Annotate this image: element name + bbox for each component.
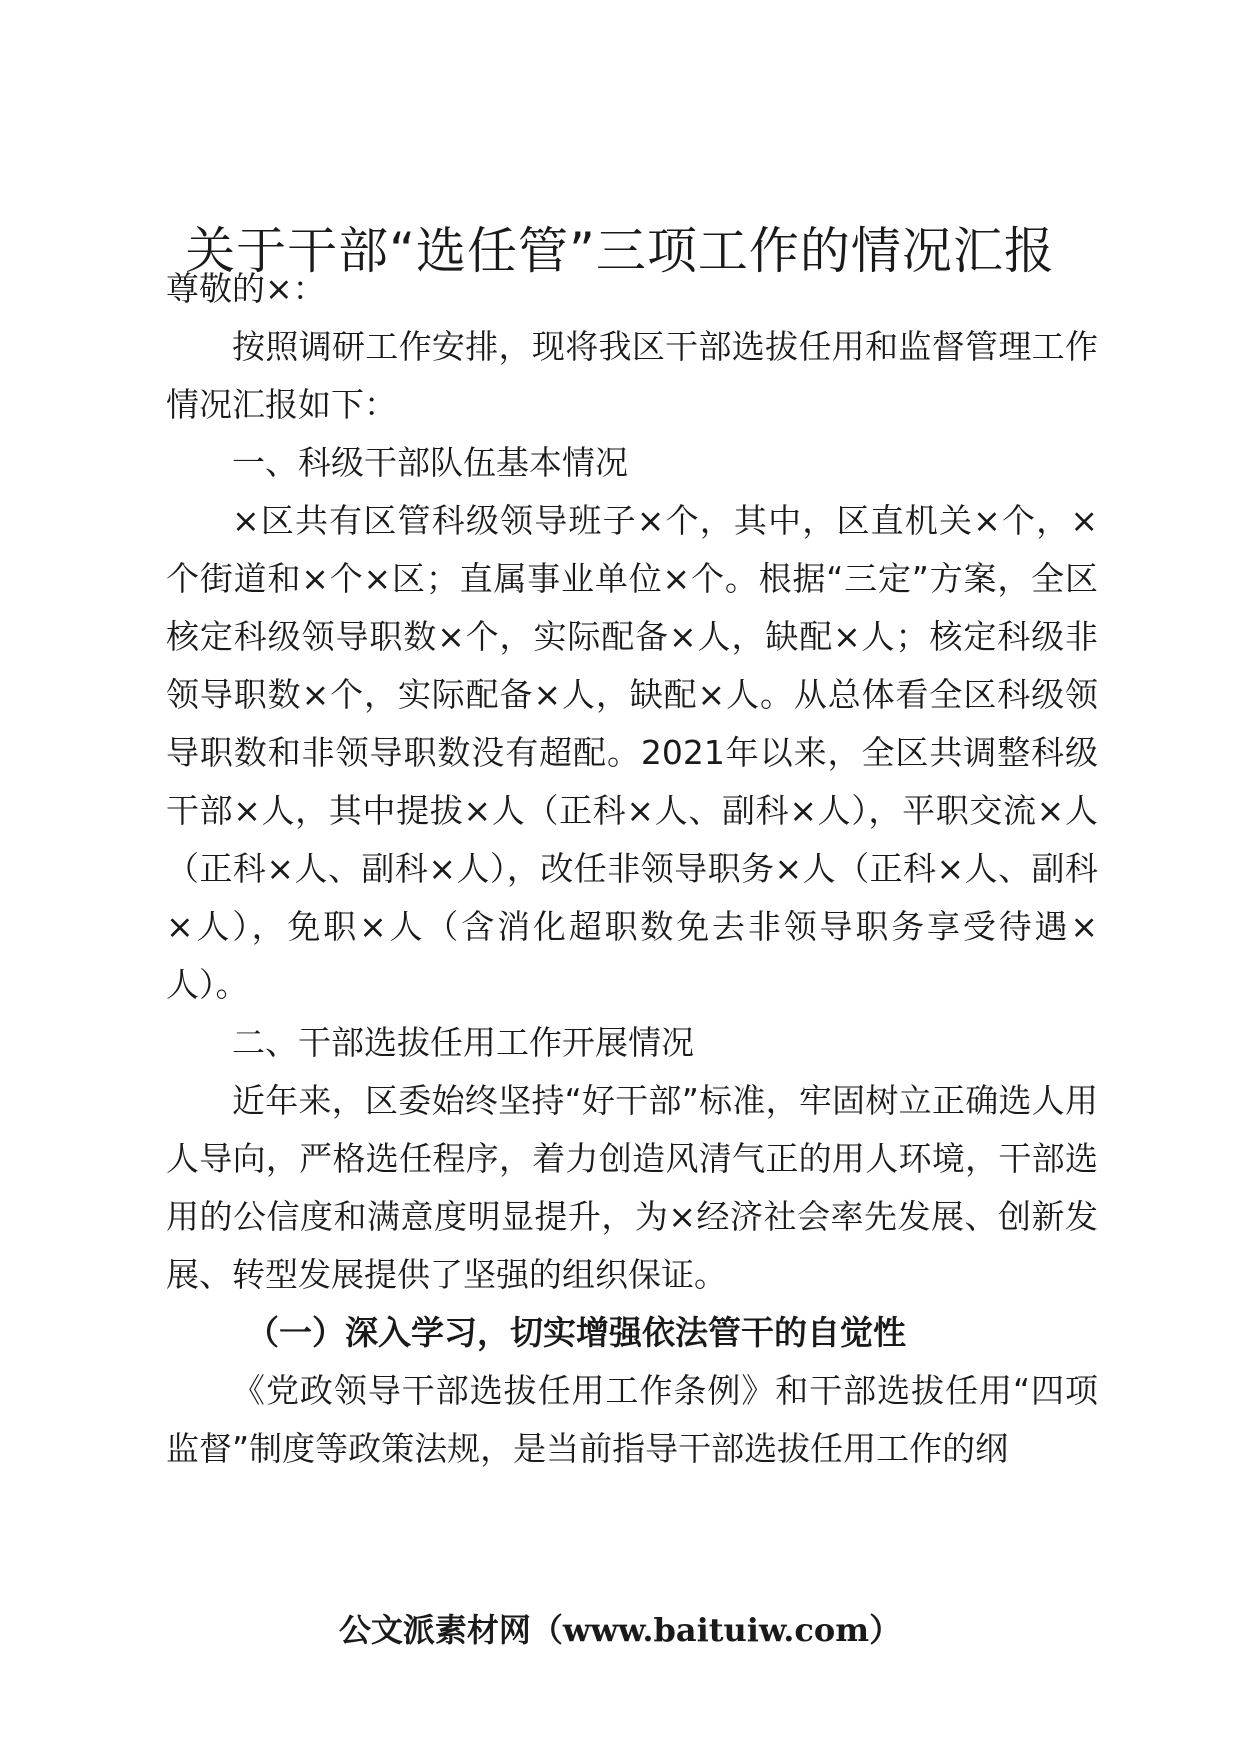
document-body: [166, 260, 1098, 1478]
section-heading-2: 二、干部选拔任用工作开展情况: [232, 1023, 694, 1062]
intro-paragraph: 按照调研工作安排，现将我区干部选拔任用和监督管理工作情况汇报如下：: [166, 327, 1098, 424]
section-heading-1: 一、科级干部队伍基本情况: [232, 443, 628, 482]
subsection-heading: （一）深入学习，切实增强依法管干的自觉性: [246, 1313, 906, 1352]
source-watermark: 公文派素材网（www.baituiw.com）: [338, 1611, 902, 1649]
subsection-paragraph: 《党政领导干部选拔任用工作条例》和干部选拔任用“四项监督”制度等政策法规，是当前指导干部选拔任用工作的纲: [166, 1371, 1098, 1468]
document-title: 关于干部“选任管”三项工作的情况汇报: [185, 222, 1055, 280]
section-1-paragraph: ×区共有区管科级领导班子×个，其中，区直机关×个，×个街道和×个×区；直属事业单位×个。根据“三定”方案，全区核定科级领导职数×个，实际配备×人，缺配×人；核定科级非领导职数×个，实际配备×人，缺配×人。从总体看全区科级领导职数和非领导职数没有超配。2021年以来，全区共调整科级干部×人，其中提拔×人（正科×人、副科×人），平职交流×人（正科×人、副科×人），改任非领导职务×人（正科×人、副科×人），免职×人（含消化超职数免去非领导职务享受待遇×人）。: [166, 501, 1098, 1004]
salutation: 尊敬的×：: [166, 269, 326, 308]
section-2-paragraph: 近年来，区委始终坚持“好干部”标准，牢固树立正确选人用人导向，严格选任程序，着力创造风清气正的用人环境，干部选用的公信度和满意度明显提升，为×经济社会率先发展、创新发展、转型发展提供了坚强的组织保证。: [166, 1081, 1098, 1294]
